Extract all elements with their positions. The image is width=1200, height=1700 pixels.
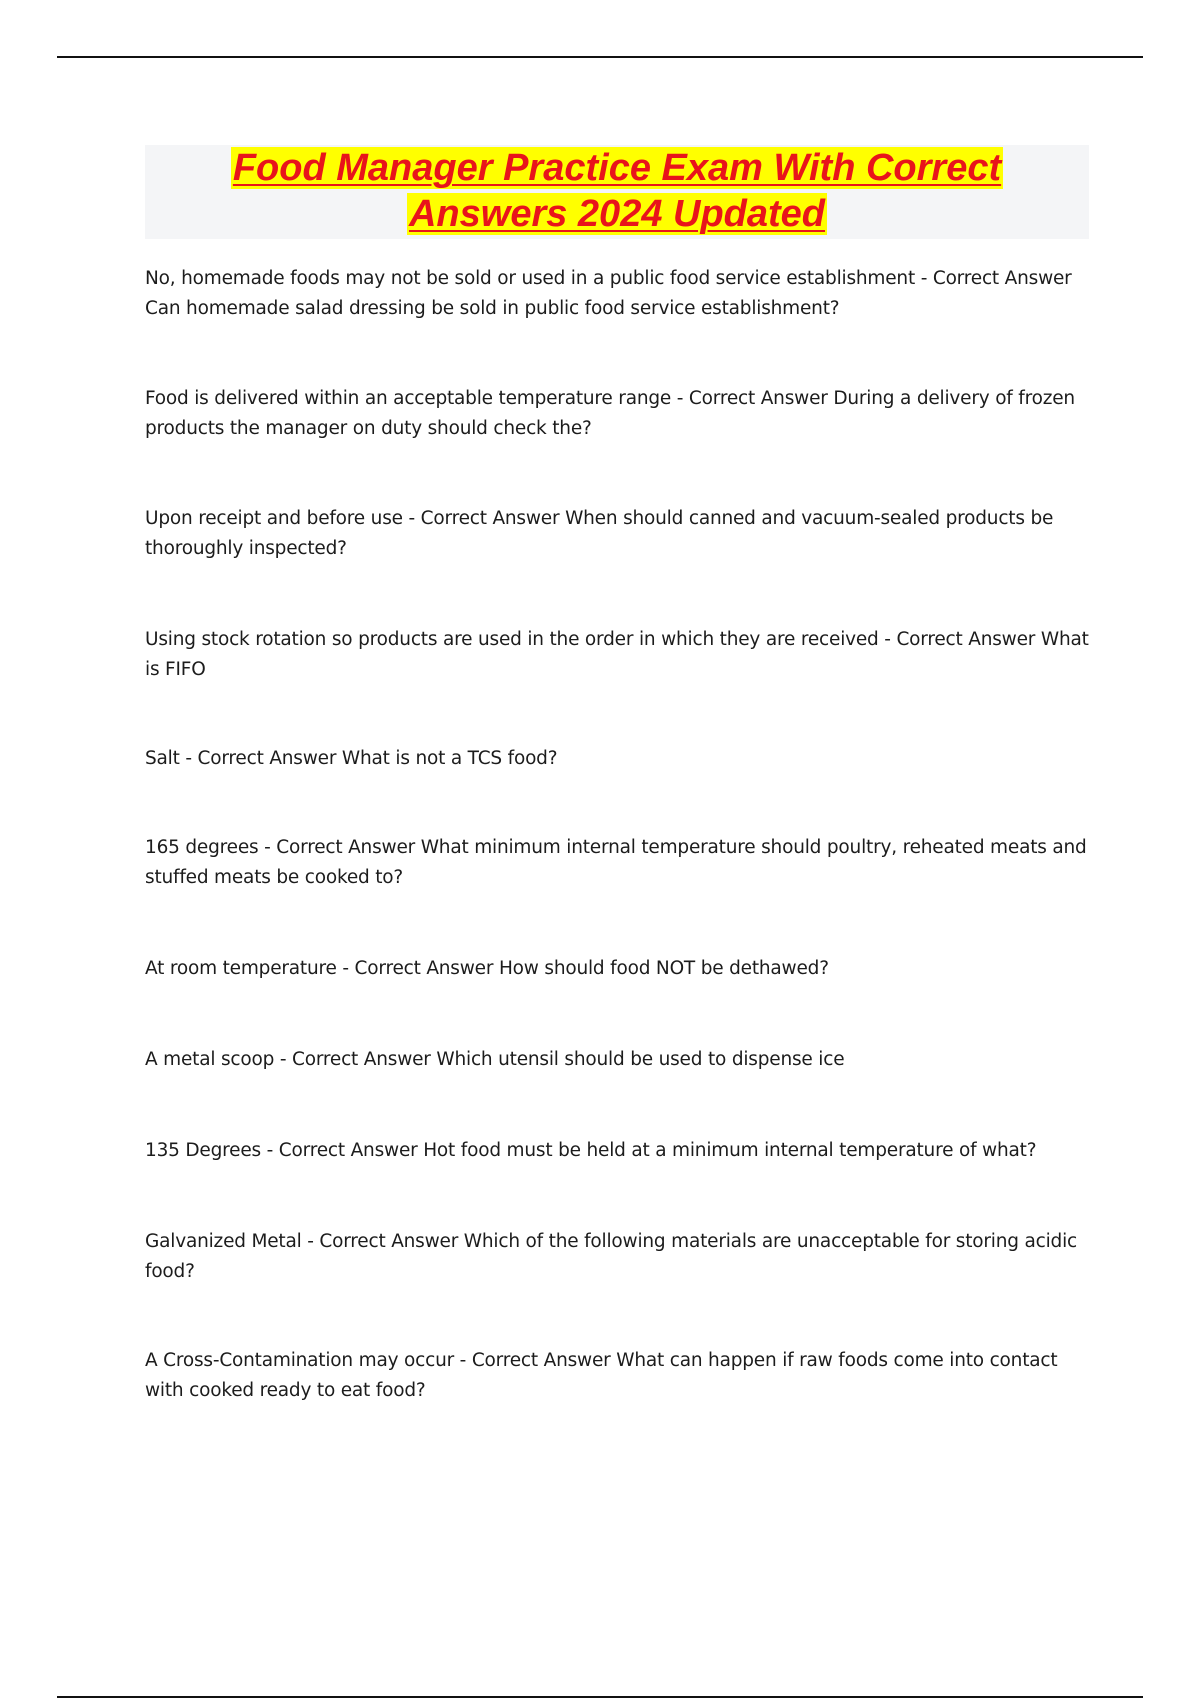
page-title-line-2: Answers 2024 Updated	[408, 193, 826, 235]
qa-item: At room temperature - Correct Answer How should food NOT be dethawed?	[145, 958, 829, 979]
page-title-line-1: Food Manager Practice Exam With Correct	[232, 147, 1002, 189]
qa-item: Galvanized Metal - Correct Answer Which of the following materials are unacceptable for storing acidic food?	[145, 1231, 1077, 1282]
top-rule	[57, 56, 1143, 58]
qa-item: 135 Degrees - Correct Answer Hot food must be held at a minimum internal temperature of what?	[145, 1140, 1037, 1161]
qa-item: Upon receipt and before use - Correct Answer When should canned and vacuum-sealed products be thoroughly inspected?	[145, 508, 1054, 559]
qa-item: No, homemade foods may not be sold or used in a public food service establishment - Correct Answer Can homemade salad dressing be sold in public food service establishment?	[145, 268, 1072, 319]
qa-item: Using stock rotation so products are used in the order in which they are received - Correct Answer What is FIFO	[145, 629, 1089, 680]
qa-item: A Cross-Contamination may occur - Correct Answer What can happen if raw foods come into contact with cooked ready to eat food?	[145, 1350, 1058, 1401]
qa-item: 165 degrees - Correct Answer What minimum internal temperature should poultry, reheated meats and stuffed meats be cooked to?	[145, 837, 1087, 888]
title-block	[145, 145, 1089, 239]
qa-item: Salt - Correct Answer What is not a TCS food?	[145, 748, 558, 769]
qa-item: Food is delivered within an acceptable temperature range - Correct Answer During a delivery of frozen products the manager on duty should check the?	[145, 388, 1075, 439]
qa-item: A metal scoop - Correct Answer Which utensil should be used to dispense ice	[145, 1049, 845, 1070]
bottom-rule	[57, 1696, 1143, 1698]
